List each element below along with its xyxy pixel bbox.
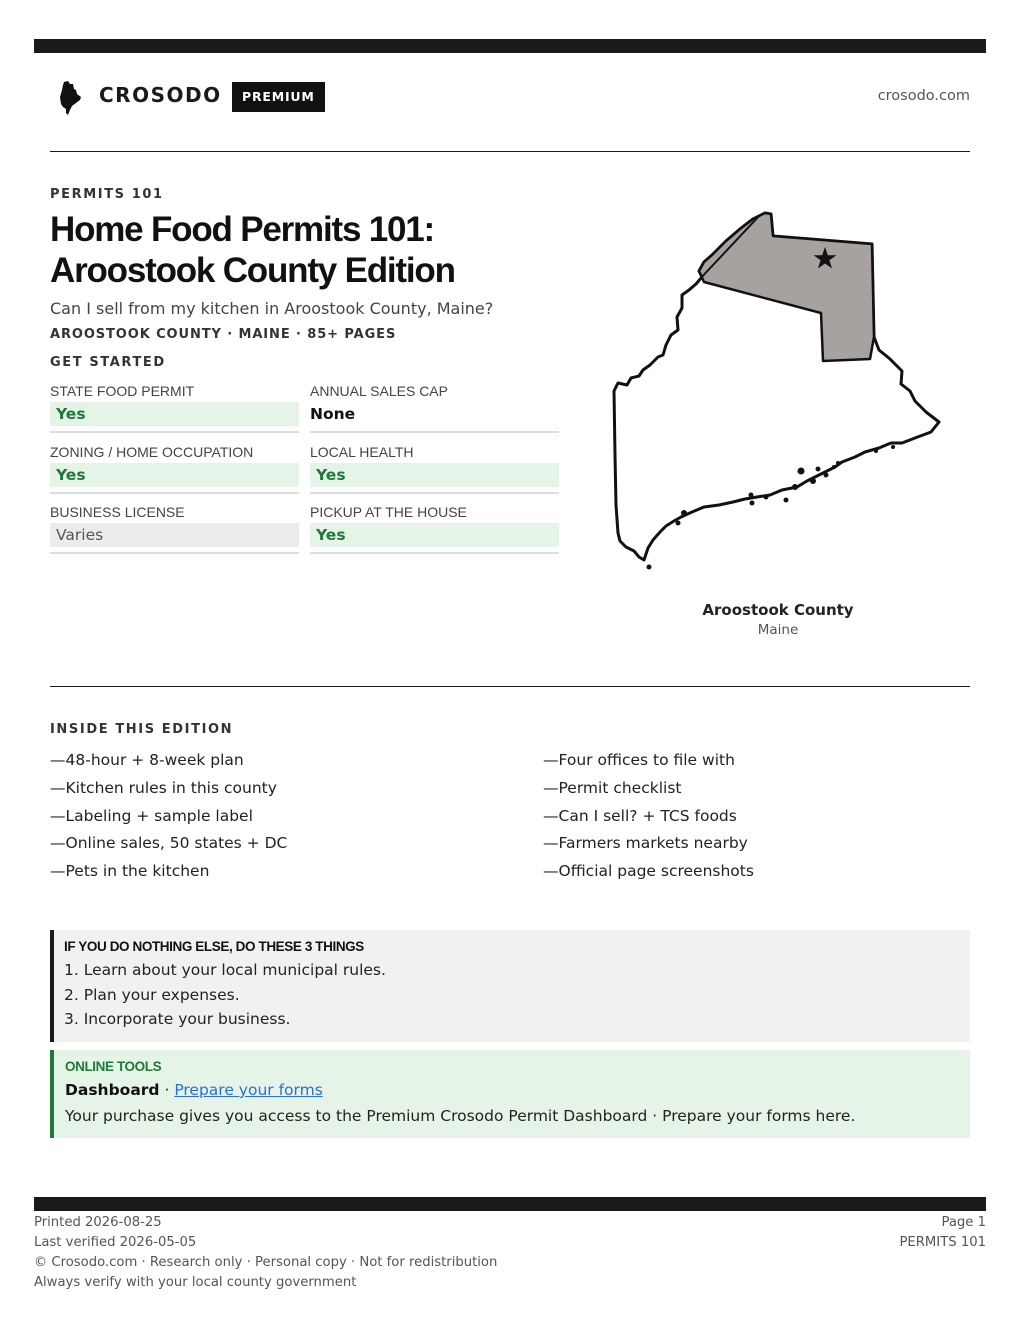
- copyright-notice: © Crosodo.com · Research only · Personal copy · Not for redistribution: [34, 1255, 498, 1270]
- dashboard-label: Dashboard: [65, 1081, 160, 1099]
- verify-note: Always verify with your local county government: [34, 1275, 357, 1290]
- summary-label: BUSINESS LICENSE: [50, 504, 185, 520]
- summary-value: Varies: [50, 523, 299, 547]
- contents-item: —Official page screenshots: [543, 862, 754, 881]
- map-county-label: Aroostook County: [702, 601, 854, 619]
- site-url[interactable]: crosodo.com: [877, 88, 970, 104]
- contents-item: —Can I sell? + TCS foods: [543, 806, 737, 825]
- callout-item: 3. Incorporate your business.: [64, 1010, 291, 1028]
- online-tools-title: ONLINE TOOLS: [65, 1059, 162, 1074]
- summary-label: ZONING / HOME OCCUPATION: [50, 444, 254, 460]
- inside-edition-heading: INSIDE THIS EDITION: [50, 722, 234, 737]
- summary-value: Yes: [310, 523, 559, 547]
- contents-list-right: [543, 750, 983, 889]
- premium-badge: PREMIUM: [232, 82, 325, 112]
- online-tools-description: Your purchase gives you access to the Premium Crosodo Permit Dashboard · Prepare your forms here.: [65, 1107, 856, 1125]
- summary-divider: [50, 492, 299, 494]
- callout-item: 2. Plan your expenses.: [64, 985, 240, 1004]
- summary-divider: [50, 552, 299, 554]
- header-divider: [50, 151, 970, 152]
- top-bar: [34, 39, 986, 53]
- summary-divider: [50, 431, 299, 433]
- printed-date: Printed 2026-08-25: [34, 1215, 162, 1230]
- summary-annual-sales-cap: [310, 383, 559, 433]
- brand-name: CROSODO: [99, 83, 222, 107]
- page-title-line-2: Aroostook County Edition: [50, 251, 455, 290]
- summary-business-license: [50, 504, 299, 554]
- summary-divider: [310, 431, 559, 433]
- contents-item: —Four offices to file with: [543, 751, 735, 769]
- summary-value: None: [310, 405, 356, 423]
- summary-divider: [310, 492, 559, 494]
- summary-label: PICKUP AT THE HOUSE: [310, 504, 467, 520]
- tools-separator: ·: [159, 1081, 175, 1099]
- three-things-callout: [50, 930, 970, 1042]
- callout-item: 1. Learn about your local municipal rules.: [64, 961, 386, 979]
- summary-value: Yes: [310, 463, 559, 487]
- contents-item: —Pets in the kitchen: [50, 862, 210, 881]
- contents-list-left: [50, 750, 490, 889]
- summary-state-food-permit: [50, 383, 299, 433]
- get-started-heading: GET STARTED: [50, 355, 166, 370]
- contents-item: —Labeling + sample label: [50, 806, 253, 825]
- footer-left: [34, 1213, 497, 1293]
- contents-item: —Kitchen rules in this county: [50, 778, 277, 797]
- summary-value: Yes: [50, 463, 299, 487]
- online-tools-links: [65, 1079, 970, 1101]
- contents-item: —Online sales, 50 states + DC: [50, 834, 288, 853]
- summary-label: STATE FOOD PERMIT: [50, 383, 195, 399]
- maine-state-silhouette-icon: [58, 80, 82, 116]
- page-title-line-1: Home Food Permits 101:: [50, 210, 434, 249]
- prepare-forms-link[interactable]: Prepare your forms: [174, 1081, 323, 1099]
- summary-divider: [310, 552, 559, 554]
- summary-label: ANNUAL SALES CAP: [310, 383, 448, 399]
- footer-right: [899, 1213, 986, 1253]
- header: [50, 78, 970, 118]
- contents-item: —Farmers markets nearby: [543, 834, 748, 853]
- summary-zoning: [50, 444, 299, 494]
- verified-date: Last verified 2026-05-05: [34, 1235, 197, 1250]
- summary-value: Yes: [50, 402, 299, 426]
- bottom-bar: [34, 1197, 986, 1211]
- page-number: Page 1: [941, 1215, 986, 1230]
- summary-local-health: [310, 444, 559, 494]
- contents-item: —Permit checklist: [543, 778, 682, 797]
- page-title: [50, 209, 570, 291]
- section-divider: [50, 686, 970, 687]
- summary-pickup-at-house: [310, 504, 559, 554]
- section-kicker: PERMITS 101: [50, 187, 164, 202]
- online-tools-panel: [50, 1050, 970, 1138]
- page-subtitle: Can I sell from my kitchen in Aroostook County, Maine?: [50, 299, 494, 318]
- footer-section-label: PERMITS 101: [899, 1235, 986, 1250]
- maine-county-map: [608, 205, 948, 575]
- map-state-label: Maine: [757, 622, 799, 638]
- edition-meta: AROOSTOOK COUNTY · MAINE · 85+ PAGES: [50, 327, 397, 342]
- summary-label: LOCAL HEALTH: [310, 444, 414, 460]
- callout-title: IF YOU DO NOTHING ELSE, DO THESE 3 THINGS: [64, 939, 364, 954]
- contents-item: —48-hour + 8-week plan: [50, 751, 244, 769]
